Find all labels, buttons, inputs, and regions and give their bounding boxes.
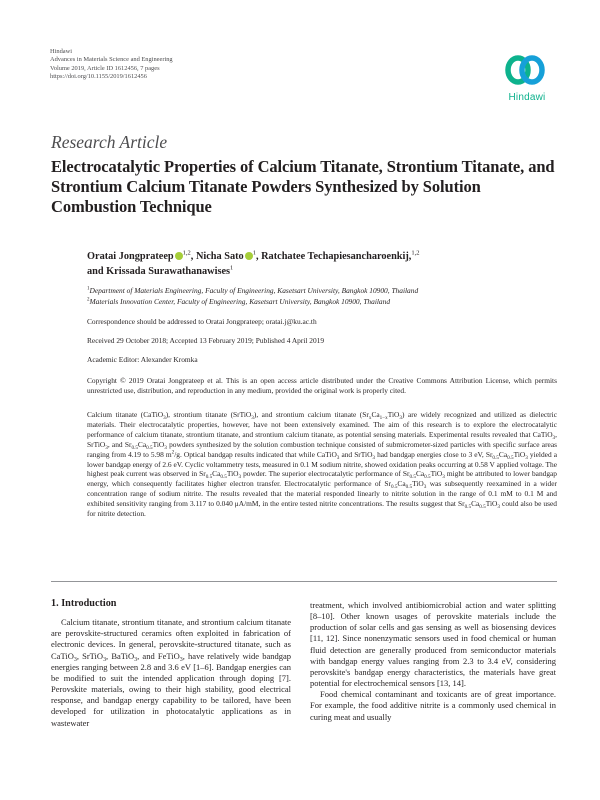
affiliation-mark: 2 — [87, 297, 90, 303]
body-column-left — [51, 598, 291, 729]
intro-paragraph-2: Food chemical contaminant and toxicants are of great importance. For example, the food additive nitrite is a commonly used chemical in curing meat and usually — [310, 689, 556, 722]
doi-link[interactable]: https://doi.org/10.1155/2019/1612456 — [50, 72, 147, 80]
affiliation-text: Materials Innovation Center, Faculty of Engineering, Kasetsart University, Bangkok 10900, Thailand — [89, 296, 391, 306]
orcid-icon[interactable] — [175, 252, 183, 260]
academic-editor: Academic Editor: Alexander Kromka — [87, 355, 198, 364]
volume-line: Volume 2019, Article ID 1612456, 7 pages — [50, 64, 160, 72]
publisher-name: Hindawi — [50, 48, 73, 55]
author-affil-mark: 1 — [230, 264, 234, 272]
correspondence: Correspondence should be addressed to Oratai Jongprateep; oratai.j@ku.ac.th — [87, 317, 317, 326]
author-name: Ratchatee Techapiesancharoenkij, — [261, 251, 412, 262]
author-separator: , — [190, 251, 196, 262]
journal-name: Advances in Materials Science and Engineering — [50, 56, 173, 64]
author-name: and Krissada Surawathanawises — [87, 266, 231, 277]
hindawi-logo-text: Hindawi — [508, 92, 546, 103]
abstract — [87, 410, 557, 519]
intro-paragraph-1-continued: treatment, which involved antibiomicrobial action and water splitting [8–10]. Other known usages of perovskite materials include the production of solar cells and gas sensing as well as biosensing devices [11, 12]. Since nonenzymatic sensors used in food chemical or human fluid detection are generally produced from semiconductor materials with bandgap energy values ranging from 2.3 to 3.4 eV, considering perovskite's bandgap energy characteristics, the materials have great potential for electrochemical sensors [13, 14]. — [310, 600, 556, 689]
orcid-icon[interactable] — [245, 252, 253, 260]
author-list — [87, 249, 557, 279]
affiliation-text: Department of Materials Engineering, Faculty of Engineering, Kasetsart University, Bangkok 10900, Thailand — [89, 286, 419, 295]
publication-dates: Received 29 October 2018; Accepted 13 February 2019; Published 4 April 2019 — [87, 336, 325, 345]
author-affil-mark: 1,2 — [182, 249, 191, 257]
abstract-text: Calcium titanate (CaTiO$_3$), strontium titanate (SrTiO$_3$), and strontium calcium titanate $(Sr_xCa_{1-x}TiO_3)$ are widely recognized and utilized as dielectric materials. Their electrocatalytic properties, however, have not been extensively examined. The aim of this research is to explore the electrocatalytic performance of calcium titanate, strontium titanate, and strontium calcium titanate, as potential sensing materials. Experimental results revealed that CaTiO$_3$, SrTiO$_3$, and $Sr_{0.5}Ca_{0.5}TiO_3$ powders synthesized by the solution combustion technique consisted of submicrometer-sized particles with specific surface areas ranging from 4.19 to 5.98 $m^2/g$. Optical bandgap results indicated that while CaTiO$_3$ and SrTiO$_3$ had bandgap energies close to 3 eV, $Sr_{0.5}Ca_{0.5}TiO_3$ yielded a lower bandgap energy of 2.6 eV. Cyclic voltammetry tests, measured in 0.1 M sodium nitrite, showed oxidation peaks occurring at 0.58 V applied voltage. The highest peak current was observed in $Sr_{0.5}Ca_{0.5}TiO_3$ powder. The superior electrocatalytic performance of $Sr_{0.5}Ca_{0.5}TiO_3$ might be attributed to lower bandgap energy, which consequently facilitates higher electron transfer. Electrocatalytic performance of $Sr_{0.5}Ca_{0.5}TiO_3$ was subsequently reexamined in a wider concentration range of sodium nitrite. The results revealed that the material responded linearly to nitrite solution in the range of 0.1 mM to 0.1 M and exhibited sensitivity ranging from 3.117 to 0.040 μA/mM, in the entire tested nitrite concentrations. The results suggest that $Sr_{0.5}Ca_{0.5}TiO_3$ could also be used for nitrite detection. — [87, 410, 558, 519]
article-type: Research Article — [51, 132, 168, 152]
affiliations — [87, 286, 557, 307]
author-name: Oratai Jongprateep — [87, 251, 174, 262]
affiliation-1 — [87, 286, 557, 297]
copyright-notice: Copyright © 2019 Oratai Jongprateep et al. This is an open access article distributed under the Creative Commons Attribution License, which permits unrestricted use, distribution, and reproduction in any medium, provided the original work is properly cited. — [87, 376, 557, 396]
author-affil-mark: 1 — [252, 249, 256, 257]
paper-title: Electrocatalytic Properties of Calcium Titanate, Strontium Titanate, and Strontium Calcium Titanate Powders Synthesized by Solution Combustion Technique — [51, 157, 555, 216]
author-affil-mark: 1,2 — [411, 249, 420, 257]
author-separator: , — [255, 251, 262, 262]
affiliation-2 — [87, 297, 557, 308]
intro-paragraph-1: Calcium titanate, strontium titanate, and strontium calcium titanate are perovskite-structured ceramics often exploited in fabrication of electronic devices. In general, perovskite-structured titanate, such as CaTiO$_3$, SrTiO$_3$, BaTiO$_3$, and FeTiO$_3$, have relatively wide bandgap energies ranging between 2.8 and 3.6 eV [1–6]. Bandgap energies can be modified to suit the intended application through doping [7]. Perovskite materials, owing to their high stability, good electrical response, and bandgap energy capability to be tailored, have been developed for utilization in photocatalytic applications as in wastewater — [51, 617, 292, 728]
section-divider — [51, 581, 557, 582]
affiliation-mark: 1 — [87, 286, 90, 292]
body-column-right — [310, 600, 556, 723]
section-heading: 1. Introduction — [51, 598, 117, 609]
journal-header — [50, 48, 410, 81]
author-name: Nicha Sato — [195, 251, 244, 262]
